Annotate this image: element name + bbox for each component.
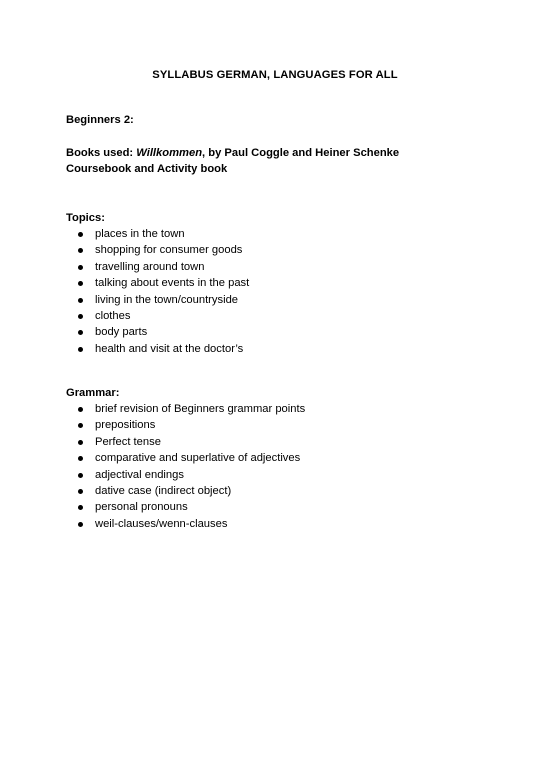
- list-item: travelling around town: [78, 259, 249, 275]
- list-item: body parts: [78, 324, 249, 340]
- books-line-1: [66, 145, 399, 161]
- books-used: [66, 145, 399, 178]
- books-line-2: Coursebook and Activity book: [66, 163, 228, 176]
- list-item: talking about events in the past: [78, 275, 249, 291]
- list-item: clothes: [78, 308, 249, 324]
- list-item: weil-clauses/wenn-clauses: [78, 516, 305, 532]
- list-item: health and visit at the doctor’s: [78, 341, 249, 357]
- book-title: Willkommen: [136, 147, 203, 159]
- list-item: Perfect tense: [78, 434, 305, 450]
- list-item: prepositions: [78, 417, 305, 433]
- list-item: comparative and superlative of adjectives: [78, 450, 305, 466]
- books-prefix: Books used:: [66, 147, 137, 159]
- list-item: shopping for consumer goods: [78, 242, 249, 258]
- list-item: living in the town/countryside: [78, 292, 249, 308]
- list-item: adjectival endings: [78, 467, 305, 483]
- list-item: places in the town: [78, 226, 249, 242]
- list-item: personal pronouns: [78, 499, 305, 515]
- books-authors: , by Paul Coggle and Heiner Schenke: [202, 147, 400, 159]
- list-item: dative case (indirect object): [78, 483, 305, 499]
- topics-list: [78, 226, 249, 357]
- grammar-list: [78, 401, 305, 532]
- topics-heading: Topics:: [66, 212, 105, 224]
- course-level: Beginners 2:: [66, 114, 134, 126]
- list-item: brief revision of Beginners grammar points: [78, 401, 305, 417]
- grammar-heading: Grammar:: [66, 387, 120, 399]
- page-title: SYLLABUS GERMAN, LANGUAGES FOR ALL: [152, 69, 398, 81]
